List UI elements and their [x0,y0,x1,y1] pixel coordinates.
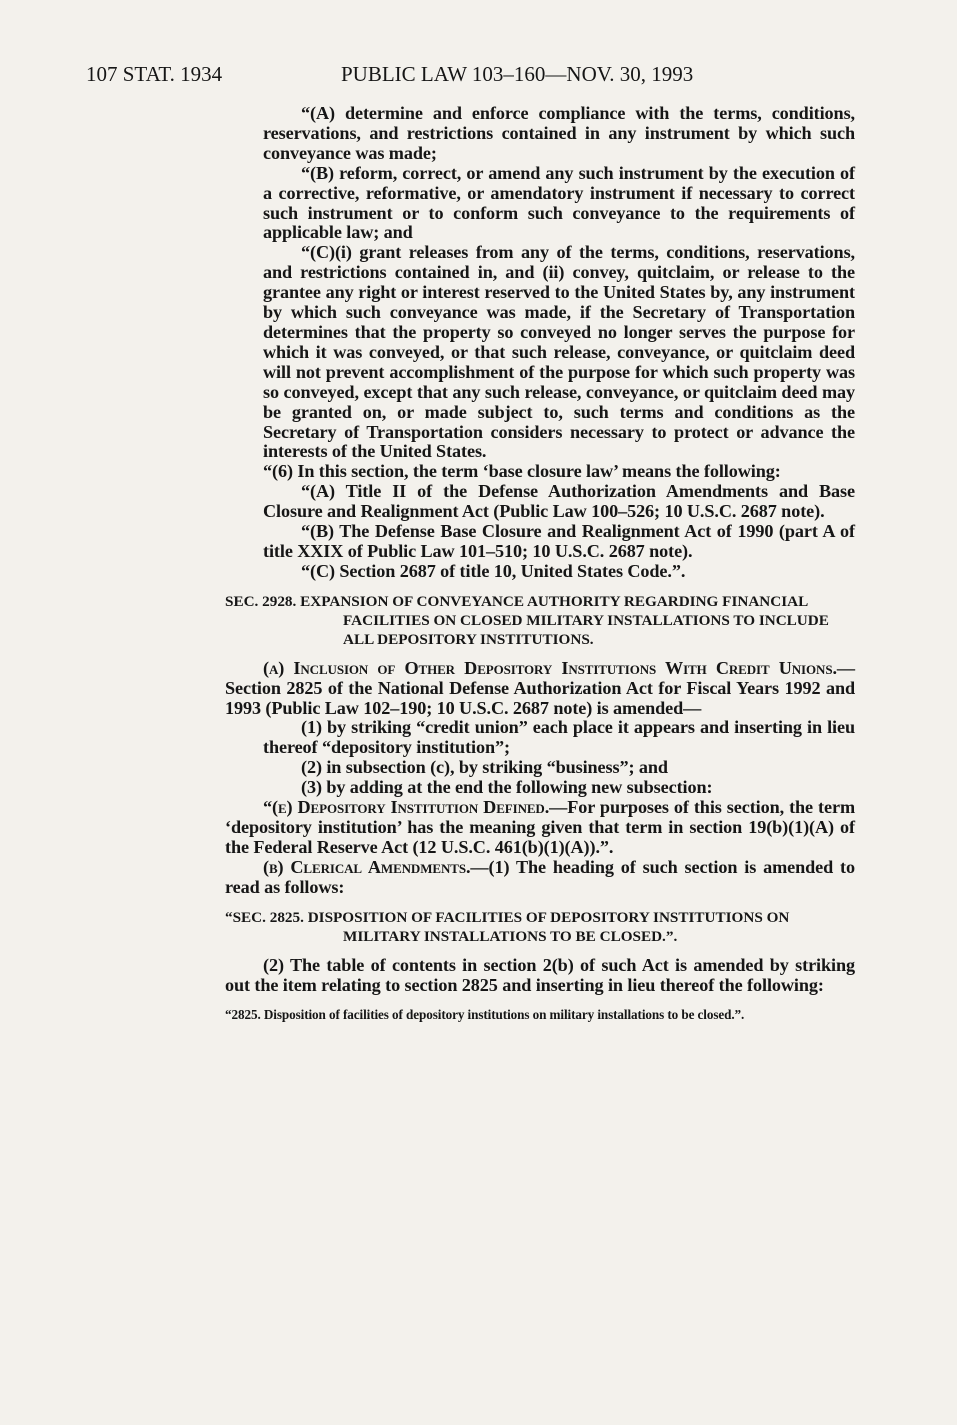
document-body [225,104,855,1022]
paragraph-6A: “(A) Title II of the Defense Authorization Amendments and Base Closure and Realignment Act (Public Law 100–526; 10 U.S.C. 2687 note). [263,481,855,522]
subsection-a-heading: (a) Inclusion of Other Depository Institutions With Credit Unions. [263,657,837,678]
paragraph-6B: “(B) The Defense Base Closure and Realignment Act of 1990 (part A of title XXIX of Public Law 101–510; 10 U.S.C. 2687 note). [263,521,855,561]
paragraph-6C: “(C) Section 2687 of title 10, United States Code.”. [301,560,686,581]
subsection-a-text: —Section 2825 of the National Defense Authorization Act for Fiscal Years 1992 and 1993 (Public Law 102–190; 10 U.S.C. 2687 note) is amended— [225,657,855,718]
subsection-e-heading: “(e) Depository Institution Defined. [263,797,550,818]
subsection-e-text: —For purposes of this section, the term ‘depository institution’ has the meaning given that term in section 19(b)(1)(A) of the Federal Reserve Act (12 U.S.C. 461(b)(1)(A)).”. [225,797,855,857]
subsection-a-item-1: (1) by striking “credit union” each place it appears and inserting in lieu thereof “depository institution”; [263,717,855,758]
subsection-a-item-3: (3) by adding at the end the following new subsection: [301,777,713,798]
new-subsection-e [225,798,855,858]
subsection-b-item-2: (2) The table of contents in section 2(b) of such Act is amended by striking out the item relating to section 2825 and inserting in lieu thereof the following: [225,954,855,995]
paragraph-C: “(C)(i) grant releases from any of the terms, conditions, reservations, and restrictions contained in, and (ii) convey, quitclaim, or release to the grantee any right or interest reserved to the United States by, any instrument by which such conveyance was made, if the Secretary of Transportation determines that the property so conveyed no longer serves the purpose for which it was conveyed, or that such release, conveyance, or quitclaim deed will not prevent accomplishment of the purpose for which such property was so conveyed, except that any such release, conveyance, or quitclaim deed may be granted on, or made subject to, such terms and conditions as the Secretary of Transportation considers necessary to protect or advance the interests of the United States. [263,242,855,462]
subsection-b-text: —(1) The heading of such section is amended to read as follows: [225,856,855,897]
subsection-b [225,858,855,898]
stat-page-number: 107 STAT. 1934 [86,62,223,86]
subsection-a [225,659,855,719]
subsection-b-heading: (b) Clerical Amendments. [263,856,471,877]
public-law-citation: PUBLIC LAW 103–160—NOV. 30, 1993 [341,62,694,86]
subsection-a-item-2: (2) in subsection (c), by striking “business”; and [301,757,668,778]
running-header [86,62,886,86]
section-2825-heading: “SEC. 2825. DISPOSITION OF FACILITIES OF DEPOSITORY INSTITUTIONS ON MILITARY INSTALLATIONS TO BE CLOSED.”. [225,908,790,945]
paragraph-6: “(6) In this section, the term ‘base closure law’ means the following: [263,461,781,482]
section-2928-heading: SEC. 2928. EXPANSION OF CONVEYANCE AUTHORITY REGARDING FINANCIAL FACILITIES ON CLOSED MILITARY INSTALLATIONS TO INCLUDE ALL DEPOSITORY INSTITUTIONS. [225,592,829,648]
toc-entry-2825: “2825. Disposition of facilities of depository institutions on military installations to be closed.”. [225,1007,745,1023]
paragraph-A: “(A) determine and enforce compliance with the terms, conditions, reservations, and restrictions contained in any instrument by which such conveyance was made; [263,103,855,163]
paragraph-B: “(B) reform, correct, or amend any such instrument by the execution of a corrective, reformative, or amendatory instrument if necessary to correct such instrument or to conform such conveyance to the requirements of applicable law; and [263,162,855,243]
